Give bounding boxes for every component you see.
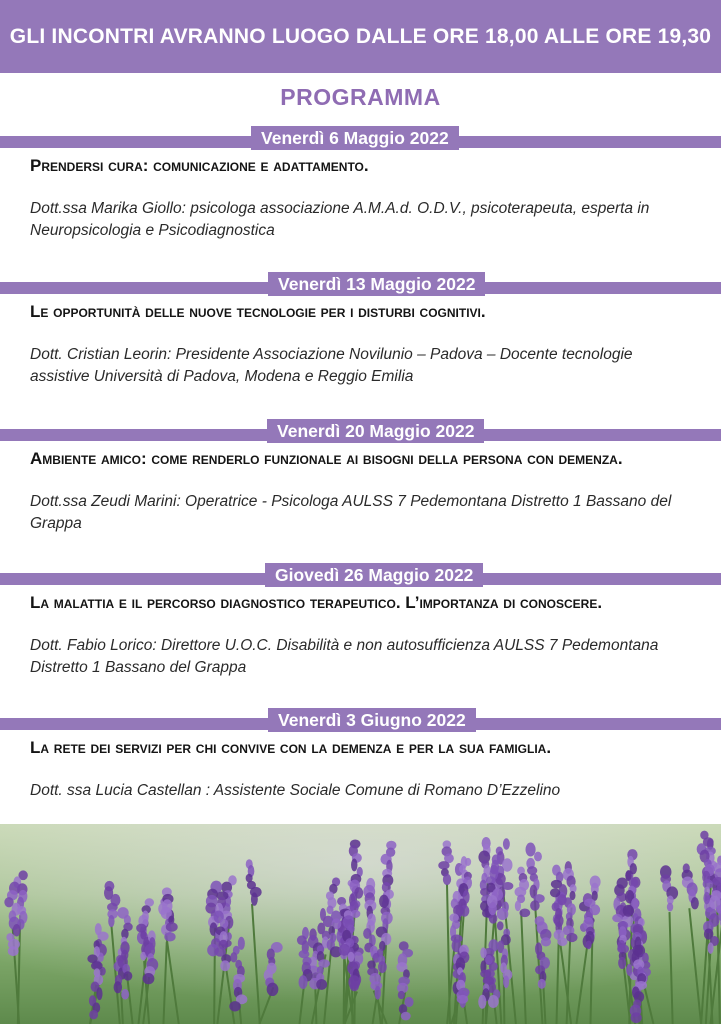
session-date: Venerdì 20 Maggio 2022 [267,419,484,443]
lavender-bud [8,946,19,956]
lavender-bud [708,942,714,953]
date-bar [0,708,721,732]
lavender-bud [485,955,493,965]
lavender-bud [612,914,623,922]
lavender-bud [378,961,387,973]
lavender-illustration [0,824,721,1024]
lavender-bud [691,897,699,909]
date-bar [0,563,721,587]
lavender-bud [375,986,381,1000]
lavender-field-photo [0,824,721,1024]
lavender-bud [566,933,577,942]
session-4 [0,563,721,679]
lavender-bud [503,975,509,988]
lavender-bud [526,843,536,857]
header-text: GLI INCONTRI AVRANNO LUOGO DALLE ORE 18,00 ALLE ORE 19,30 [9,24,712,48]
lavender-bud [220,960,230,971]
session-date: Venerdì 3 Giugno 2022 [268,708,476,732]
lavender-bud [618,957,626,969]
lavender-bud [348,975,360,989]
lavender-bud [538,979,546,989]
lavender-bud [557,938,567,947]
session-2 [0,272,721,388]
lavender-bud [631,1012,642,1023]
session-speaker: Dott.ssa Zeudi Marini: Operatrice - Psicologa AULSS 7 Pedemontana Distretto 1 Bassano del Grappa [30,493,672,532]
lavender-bud [534,852,542,862]
session-3 [0,419,721,535]
lavender-bud [488,902,496,915]
lavender-bud [557,894,566,905]
date-bar [0,272,721,296]
lavender-bud [354,887,363,899]
session-5 [0,708,721,802]
date-bar [0,419,721,443]
session-speaker: Dott. Fabio Lorico: Direttore U.O.C. Disabilità e non autosufficienza AULSS 7 Pedemontana Distretto 1 Bassano del Grappa [30,637,659,676]
lavender-bud [398,991,405,999]
lavender-bud [626,964,632,976]
lavender-bud [623,905,634,917]
lavender-bud [316,979,327,990]
session-topic: La malattia e il percorso diagnostico terapeutico. L’importanza di conoscere. [30,593,603,612]
lavender-bud [123,971,132,980]
header-banner [0,0,721,73]
lavender-bud [401,1012,411,1021]
lavender-bud [515,901,521,912]
lavender-bud [703,892,710,904]
session-speaker: Dott.ssa Marika Giollo: psicologa associazione A.M.A.d. O.D.V., psicoterapeuta, esperta in Neuropsicologia e Psicodiagnostica [30,200,650,239]
lavender-bud [443,874,451,885]
lavender-bud [229,1001,240,1011]
session-topic: La rete dei servizi per chi convive con la demenza e per la sua famiglia. [30,738,552,757]
lavender-bud [143,973,155,984]
lavender-bud [497,921,504,930]
lavender-bud [530,900,540,910]
lavender-bud [519,909,530,918]
lavender-bud [251,892,258,905]
lavender-bud [483,977,494,986]
lavender-bud [121,989,129,1000]
lavender-bud [667,903,673,912]
lavender-bud [628,878,638,887]
lavender-bud [267,983,279,996]
session-date: Venerdì 13 Maggio 2022 [268,272,485,296]
lavender-bud [348,952,355,962]
lavender-bud [438,861,449,869]
lavender-bud [230,952,237,962]
session-date: Giovedì 26 Maggio 2022 [265,563,483,587]
lavender-bud [465,858,471,866]
lavender-bud [541,937,551,946]
lavender-bud [586,940,592,949]
lavender-bud [351,858,357,871]
lavender-bud [457,995,468,1004]
lavender-bud [96,987,102,1000]
session-speaker: Dott. ssa Lucia Castellan : Assistente Sociale Comune di Romano D’Ezzelino [30,782,561,799]
lavender-bud [13,924,21,936]
lavender-bud [527,866,537,875]
date-bar [0,126,721,150]
session-topic: Le opportunità delle nuove tecnologie per i disturbi cognitivi. [30,302,486,321]
session-1 [0,126,721,242]
lavender-bud [459,865,466,873]
lavender-bud [478,995,486,1009]
lavender-bud [379,895,389,908]
lavender-bud [299,975,308,989]
lavender-bud [497,908,509,920]
lavender-bud [114,981,122,993]
lavender-bud [632,986,640,998]
lavender-bud [480,947,486,958]
lavender-bud [108,915,114,927]
session-topic: Prendersi cura: comunicazione e adattamento. [30,156,369,175]
session-topic: Ambiente amico: come renderlo funzionale ai bisogni della persona con demenza. [30,449,623,468]
lavender-bud [166,922,178,932]
lavender-bud [503,838,510,849]
lavender-bud [617,940,625,952]
lavender-bud [89,1010,98,1019]
lavender-bud [164,932,175,941]
session-speaker: Dott. Cristian Leorin: Presidente Associazione Novilunio – Padova – Docente tecnologie assistive Università di Padova, Modena e Reggio Emilia [30,346,633,385]
session-date: Venerdì 6 Maggio 2022 [251,126,459,150]
page-title: PROGRAMMA [280,84,441,110]
